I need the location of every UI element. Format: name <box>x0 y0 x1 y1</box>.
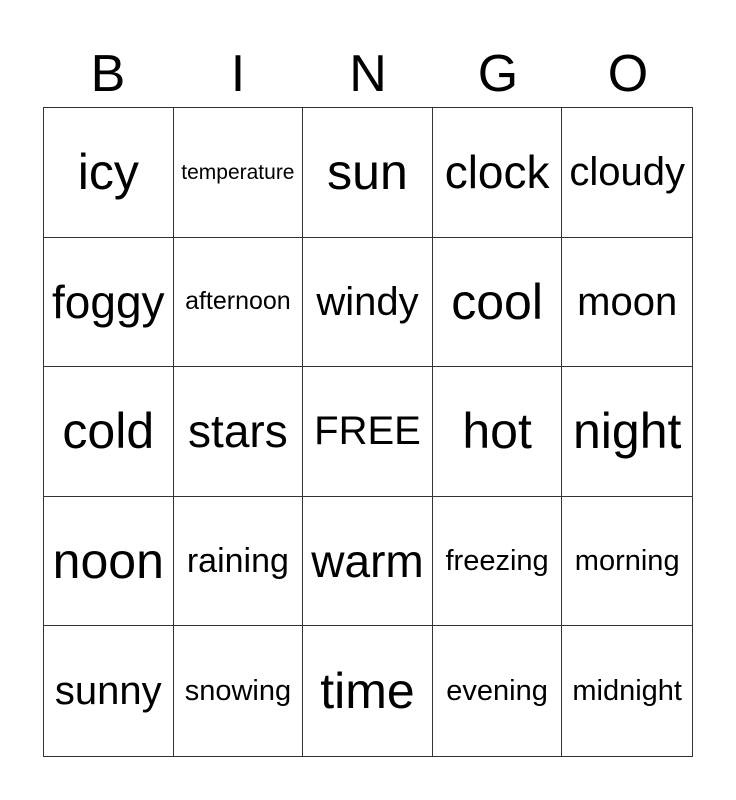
bingo-cell[interactable]: moon <box>562 238 692 368</box>
bingo-cell[interactable]: morning <box>562 497 692 627</box>
bingo-cell[interactable]: snowing <box>174 626 304 756</box>
bingo-cell[interactable]: clock <box>433 108 563 238</box>
bingo-board <box>43 107 693 757</box>
bingo-cell[interactable]: cold <box>44 367 174 497</box>
bingo-cell[interactable]: stars <box>174 367 304 497</box>
bingo-cell[interactable]: freezing <box>433 497 563 627</box>
bingo-cell[interactable]: windy <box>303 238 433 368</box>
bingo-cell[interactable]: night <box>562 367 692 497</box>
bingo-cell[interactable]: sunny <box>44 626 174 756</box>
bingo-cell[interactable]: warm <box>303 497 433 627</box>
bingo-cell[interactable]: hot <box>433 367 563 497</box>
free-space-cell[interactable]: FREE <box>303 367 433 497</box>
bingo-cell[interactable]: cloudy <box>562 108 692 238</box>
bingo-cell[interactable]: time <box>303 626 433 756</box>
bingo-cell[interactable]: cool <box>433 238 563 368</box>
bingo-header <box>43 40 693 108</box>
bingo-cell[interactable]: midnight <box>572 674 682 707</box>
bingo-cell[interactable]: foggy <box>44 238 174 368</box>
header-letter-o: O <box>607 45 649 103</box>
bingo-cell[interactable]: sun <box>303 108 433 238</box>
header-letter-b: B <box>90 45 126 103</box>
header-letter-g: G <box>477 45 519 103</box>
bingo-cell[interactable]: afternoon <box>174 238 304 368</box>
bingo-cell[interactable]: evening <box>433 626 563 756</box>
header-letter-i: I <box>230 45 246 103</box>
header-letter-n: N <box>349 45 387 103</box>
bingo-cell[interactable]: raining <box>174 497 304 627</box>
bingo-cell[interactable]: noon <box>44 497 174 627</box>
bingo-cell[interactable]: temperature <box>174 108 304 238</box>
bingo-cell[interactable]: icy <box>44 108 174 238</box>
